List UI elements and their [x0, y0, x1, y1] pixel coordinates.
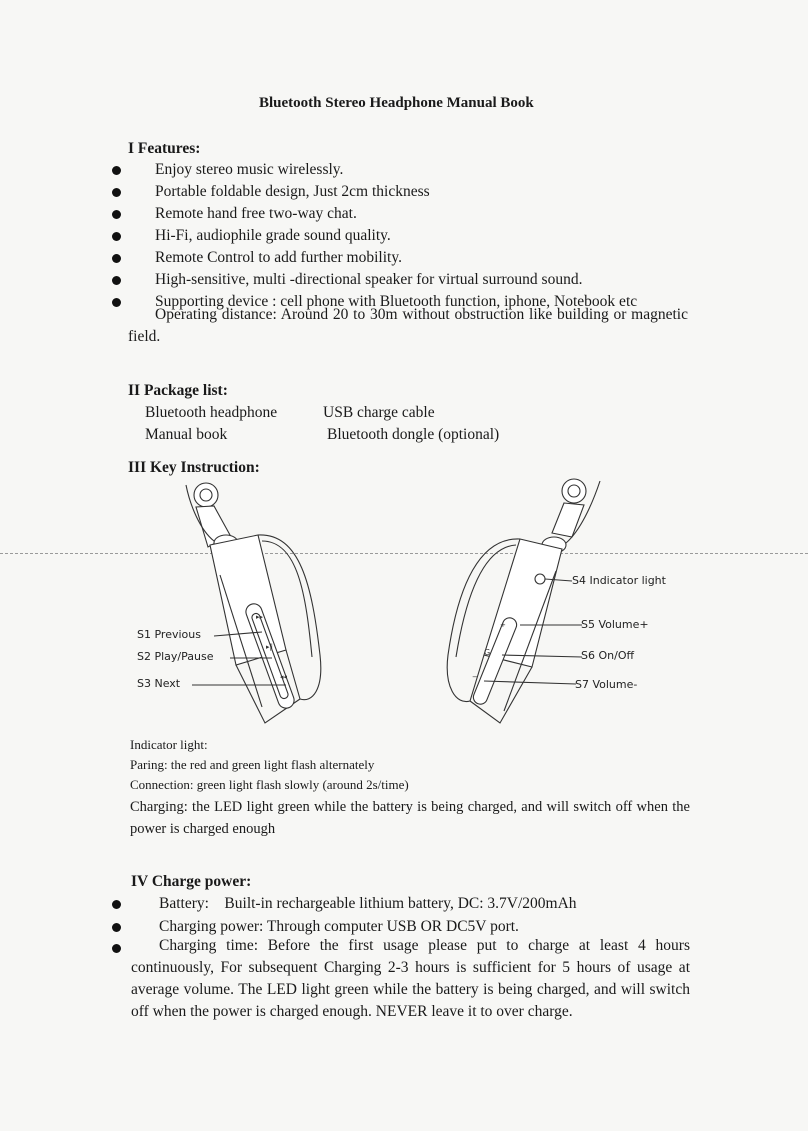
indicator-charging: Charging: the LED light green while the battery is being charged, and will switch off when the power is charged enough [130, 799, 690, 837]
bullet-icon [112, 944, 121, 953]
bullet-icon [112, 276, 121, 285]
s2-mark: ▸‖ [266, 643, 274, 651]
package-heading: II Package list: [128, 382, 228, 399]
left-earcup-illustration [186, 483, 321, 723]
key-instruction-heading: III Key Instruction: [128, 459, 260, 476]
bullet-icon [112, 254, 121, 263]
feature-item: Supporting device : cell phone with Bluetooth function, iphone, Notebook etc [155, 293, 638, 310]
s7-mark: − [472, 673, 478, 681]
s3-label: S3 Next [137, 677, 181, 690]
s6-label: S6 On/Off [581, 649, 635, 662]
s2-label: S2 Play/Pause [137, 650, 214, 663]
bullet-icon [112, 166, 121, 175]
s3-mark: ◂◂ [280, 673, 288, 681]
feature-item: Remote hand free two-way chat. [155, 205, 357, 222]
s7-label: S7 Volume- [575, 678, 638, 691]
operating-distance: Operating distance: Around 20 to 30m without obstruction like building or magnetic field. [128, 306, 688, 345]
bullet-icon [112, 188, 121, 197]
package-item: USB charge cable [323, 404, 435, 421]
indicator-connection: Connection: green light flash slowly (around 2s/time) [130, 777, 409, 792]
indicator-pairing: Paring: the red and green light flash alternately [130, 757, 375, 772]
feature-item: Remote Control to add further mobility. [155, 249, 402, 266]
s4-label: S4 Indicator light [572, 574, 666, 587]
page-title: Bluetooth Stereo Headphone Manual Book [259, 95, 534, 111]
charge-heading: IV Charge power: [131, 873, 252, 890]
package-item: Manual book [145, 426, 228, 443]
bullet-icon [112, 923, 121, 932]
features-heading: I Features: [128, 140, 201, 157]
package-item: Bluetooth headphone [145, 404, 278, 421]
s5-mark: + [500, 621, 506, 629]
indicator-title: Indicator light: [130, 737, 208, 752]
s1-mark: ▸▸ [256, 613, 264, 621]
s5-label: S5 Volume+ [581, 618, 649, 631]
s7-leader [484, 681, 576, 684]
charge-time: Charging time: Before the first usage please put to charge at least 4 hours continuously, For subsequent Charging 2-3 hours is sufficient for 5 hours of usage at average volume. The LED light green while the battery is being charged, and will switch off when the power is charged enough. NEVER leave it to over charge. [131, 937, 690, 1020]
charge-power: Charging power: Through computer USB OR DC5V port. [159, 918, 519, 935]
feature-item: Hi-Fi, audiophile grade sound quality. [155, 227, 391, 244]
s1-label: S1 Previous [137, 628, 201, 641]
bullet-icon [112, 210, 121, 219]
headphone-diagram [0, 475, 808, 735]
charge-battery: Battery: Built-in rechargeable lithium battery, DC: 3.7V/200mAh [159, 895, 577, 912]
s6-mark: G [484, 648, 491, 657]
feature-item: High-sensitive, multi -directional speaker for virtual surround sound. [155, 271, 583, 288]
feature-item: Enjoy stereo music wirelessly. [155, 161, 344, 178]
feature-item: Portable foldable design, Just 2cm thickness [155, 183, 430, 200]
bullet-icon [112, 232, 121, 241]
bullet-icon [112, 900, 121, 909]
package-item: Bluetooth dongle (optional) [327, 426, 500, 443]
bullet-icon [112, 298, 121, 307]
